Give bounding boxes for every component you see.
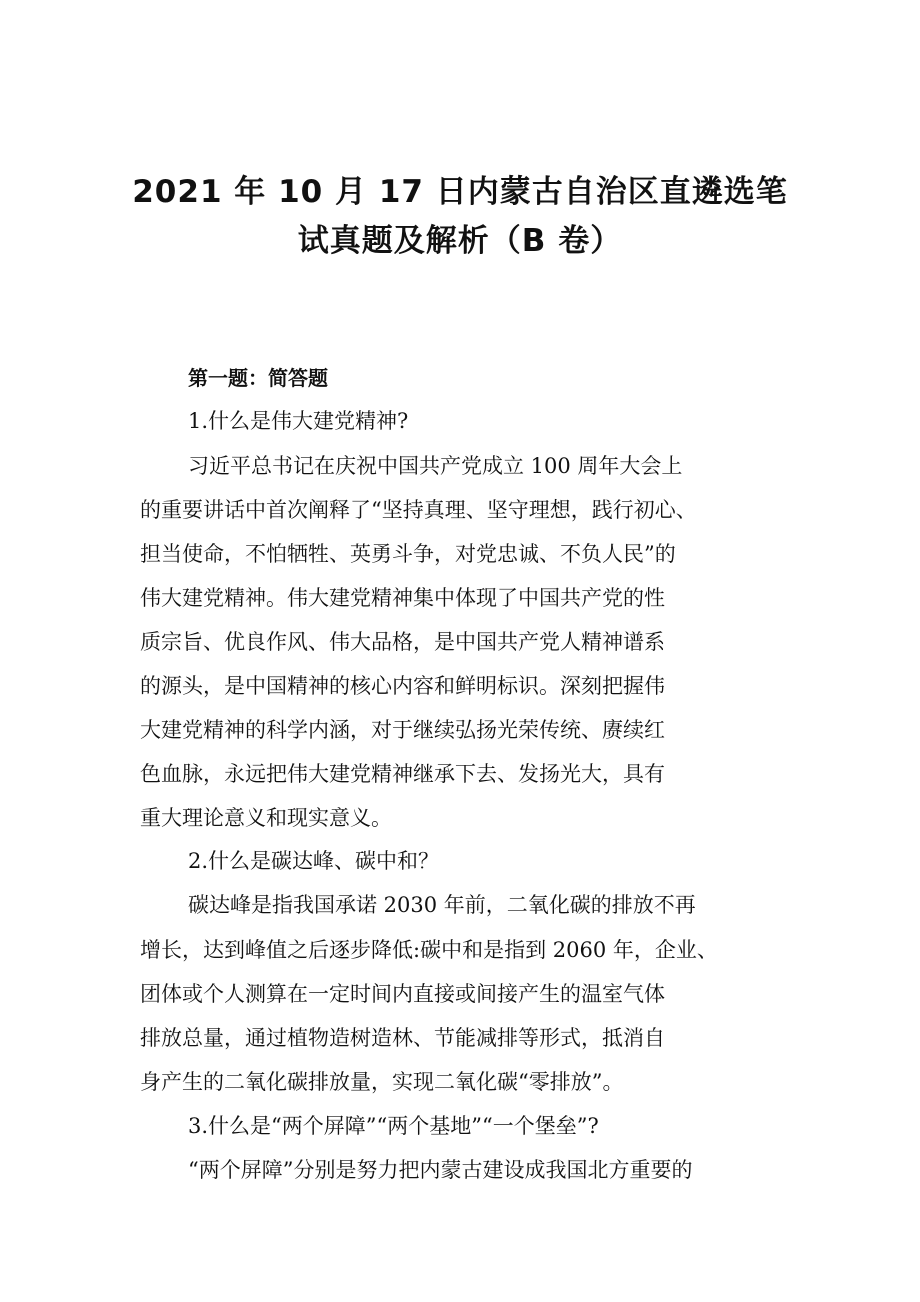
paragraph-line: 碳达峰是指我国承诺 2030 年前，二氧化碳的排放不再 xyxy=(188,893,696,917)
paragraph-line: 质宗旨、优良作风、伟大品格，是中国共产党人精神谱系 xyxy=(140,630,665,654)
document-title-line-2: 试真题及解析（B 卷） xyxy=(297,223,623,259)
question-2: 2.什么是碳达峰、碳中和？ xyxy=(188,849,440,873)
paragraph-line: 重大理论意义和现实意义。 xyxy=(140,806,392,830)
section-heading: 第一题：简答题 xyxy=(188,366,328,390)
paragraph-line: 身产生的二氧化碳排放量，实现二氧化碳“零排放”。 xyxy=(140,1070,624,1094)
paragraph-line: 团体或个人测算在一定时间内直接或间接产生的温室气体 xyxy=(140,982,665,1006)
paragraph-line: 大建党精神的科学内涵，对于继续弘扬光荣传统、赓续红 xyxy=(140,718,665,742)
paragraph-line: 担当使命，不怕牺牲、英勇斗争，对党忠诚、不负人民”的 xyxy=(140,542,676,566)
paragraph-line: 习近平总书记在庆祝中国共产党成立 100 周年大会上 xyxy=(188,454,683,478)
paragraph-line: 的重要讲话中首次阐释了“坚持真理、坚守理想，践行初心、 xyxy=(140,498,697,522)
question-3: 3.什么是“两个屏障”“两个基地”“一个堡垒”? xyxy=(188,1114,599,1138)
paragraph-line: 排放总量，通过植物造树造林、节能减排等形式，抵消自 xyxy=(140,1026,665,1050)
paragraph-line: 的源头，是中国精神的核心内容和鲜明标识。深刻把握伟 xyxy=(140,674,665,698)
question-1: 1.什么是伟大建党精神? xyxy=(188,409,409,433)
paragraph-line: 伟大建党精神。伟大建党精神集中体现了中国共产党的性 xyxy=(140,586,665,610)
document-title-line-1: 2021 年 10 月 17 日内蒙古自治区直遴选笔 xyxy=(132,174,788,210)
paragraph-line: 色血脉，永远把伟大建党精神继承下去、发扬光大，具有 xyxy=(140,762,665,786)
paragraph-line: “两个屏障”分别是努力把内蒙古建设成我国北方重要的 xyxy=(188,1158,693,1182)
paragraph-line: 增长，达到峰值之后逐步降低:碳中和是指到 2060 年，企业、 xyxy=(140,938,718,962)
